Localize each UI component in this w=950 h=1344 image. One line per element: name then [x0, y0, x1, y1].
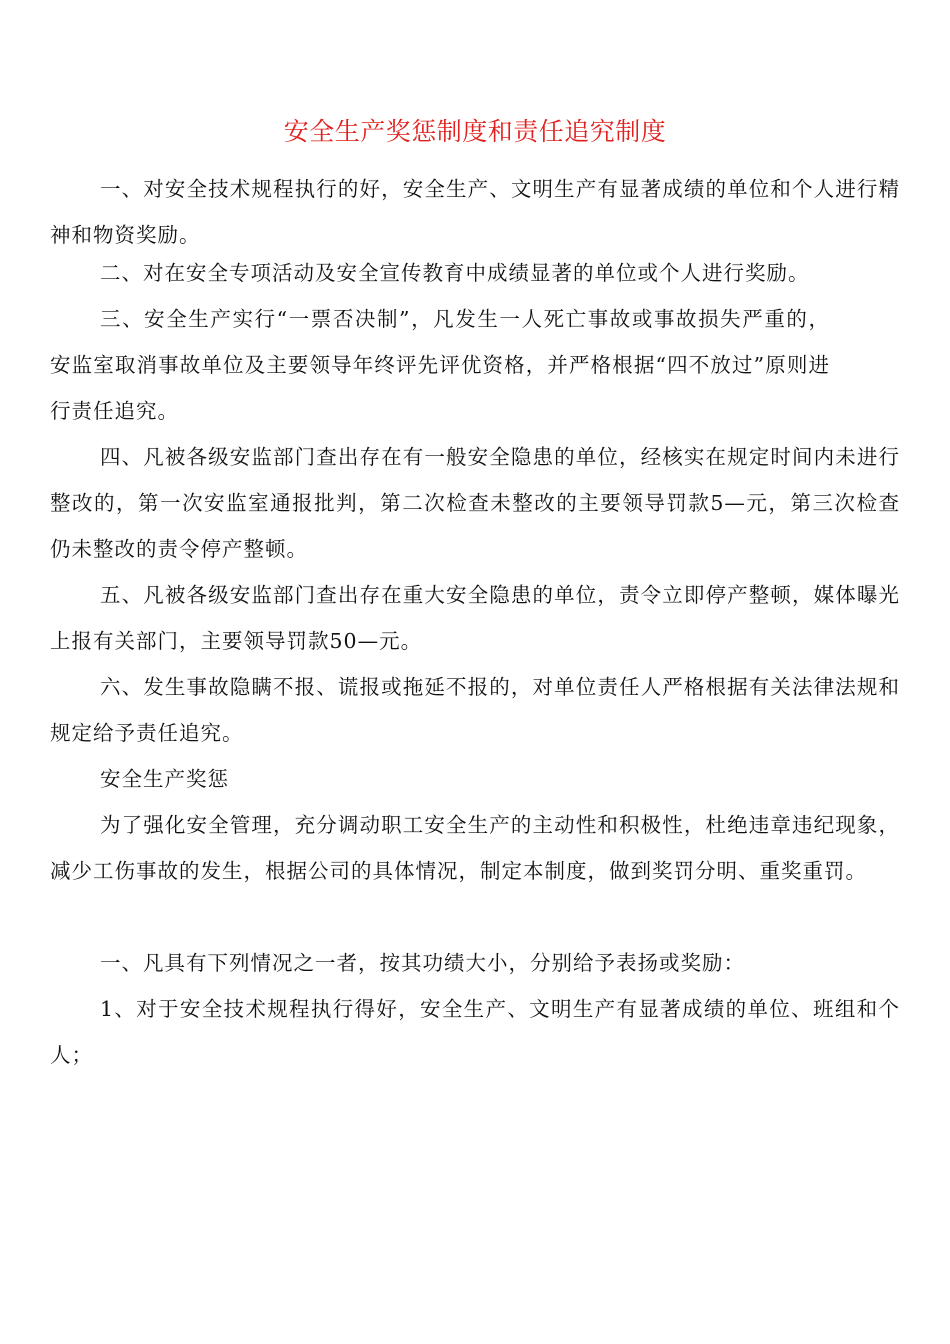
paragraph-condition-1: 1、对于安全技术规程执行得好，安全生产、文明生产有显著成绩的单位、班组和个人；	[50, 997, 900, 1067]
paragraph-accident-concealment: 六、发生事故隐瞒不报、谎报或拖延不报的，对单位责任人严格根据有关法律法规和规定给予责任追究。	[50, 675, 900, 745]
paragraph-purpose: 为了强化安全管理，充分调动职工安全生产的主动性和积极性，杜绝违章违纪现象，减少工伤事故的发生，根据公司的具体情况，制定本制度，做到奖罚分明、重奖重罚。	[50, 813, 900, 883]
paragraph-general-hazards: 四、凡被各级安监部门查出存在有一般安全隐患的单位，经核实在规定时间内未进行整改的，第一次安监室通报批判，第二次检查未整改的主要领导罚款5—元，第三次检查仍未整改的责令停产整顿。	[50, 445, 900, 561]
section-heading-safety-rewards: 安全生产奖惩	[100, 767, 229, 791]
paragraph-one-vote-veto: 三、安全生产实行“一票否决制”，凡发生一人死亡事故或事故损失严重的，安监室取消事故单位及主要领导年终评先评优资格，并严格根据“四不放过”原则进行责任追究。	[50, 307, 830, 423]
paragraph-rewards-1: 一、对安全技术规程执行的好，安全生产、文明生产有显著成绩的单位和个人进行精神和物资奖励。	[50, 177, 900, 247]
paragraph-rewards-2: 二、对在安全专项活动及安全宣传教育中成绩显著的单位或个人进行奖励。	[100, 261, 810, 285]
document-title: 安全生产奖惩制度和责任追究制度	[283, 117, 667, 146]
paragraph-reward-conditions: 一、凡具有下列情况之一者，按其功绩大小，分别给予表扬或奖励：	[100, 951, 745, 975]
paragraph-major-hazards: 五、凡被各级安监部门查出存在重大安全隐患的单位，责令立即停产整顿，媒体曝光上报有关部门，主要领导罚款50—元。	[50, 583, 900, 653]
